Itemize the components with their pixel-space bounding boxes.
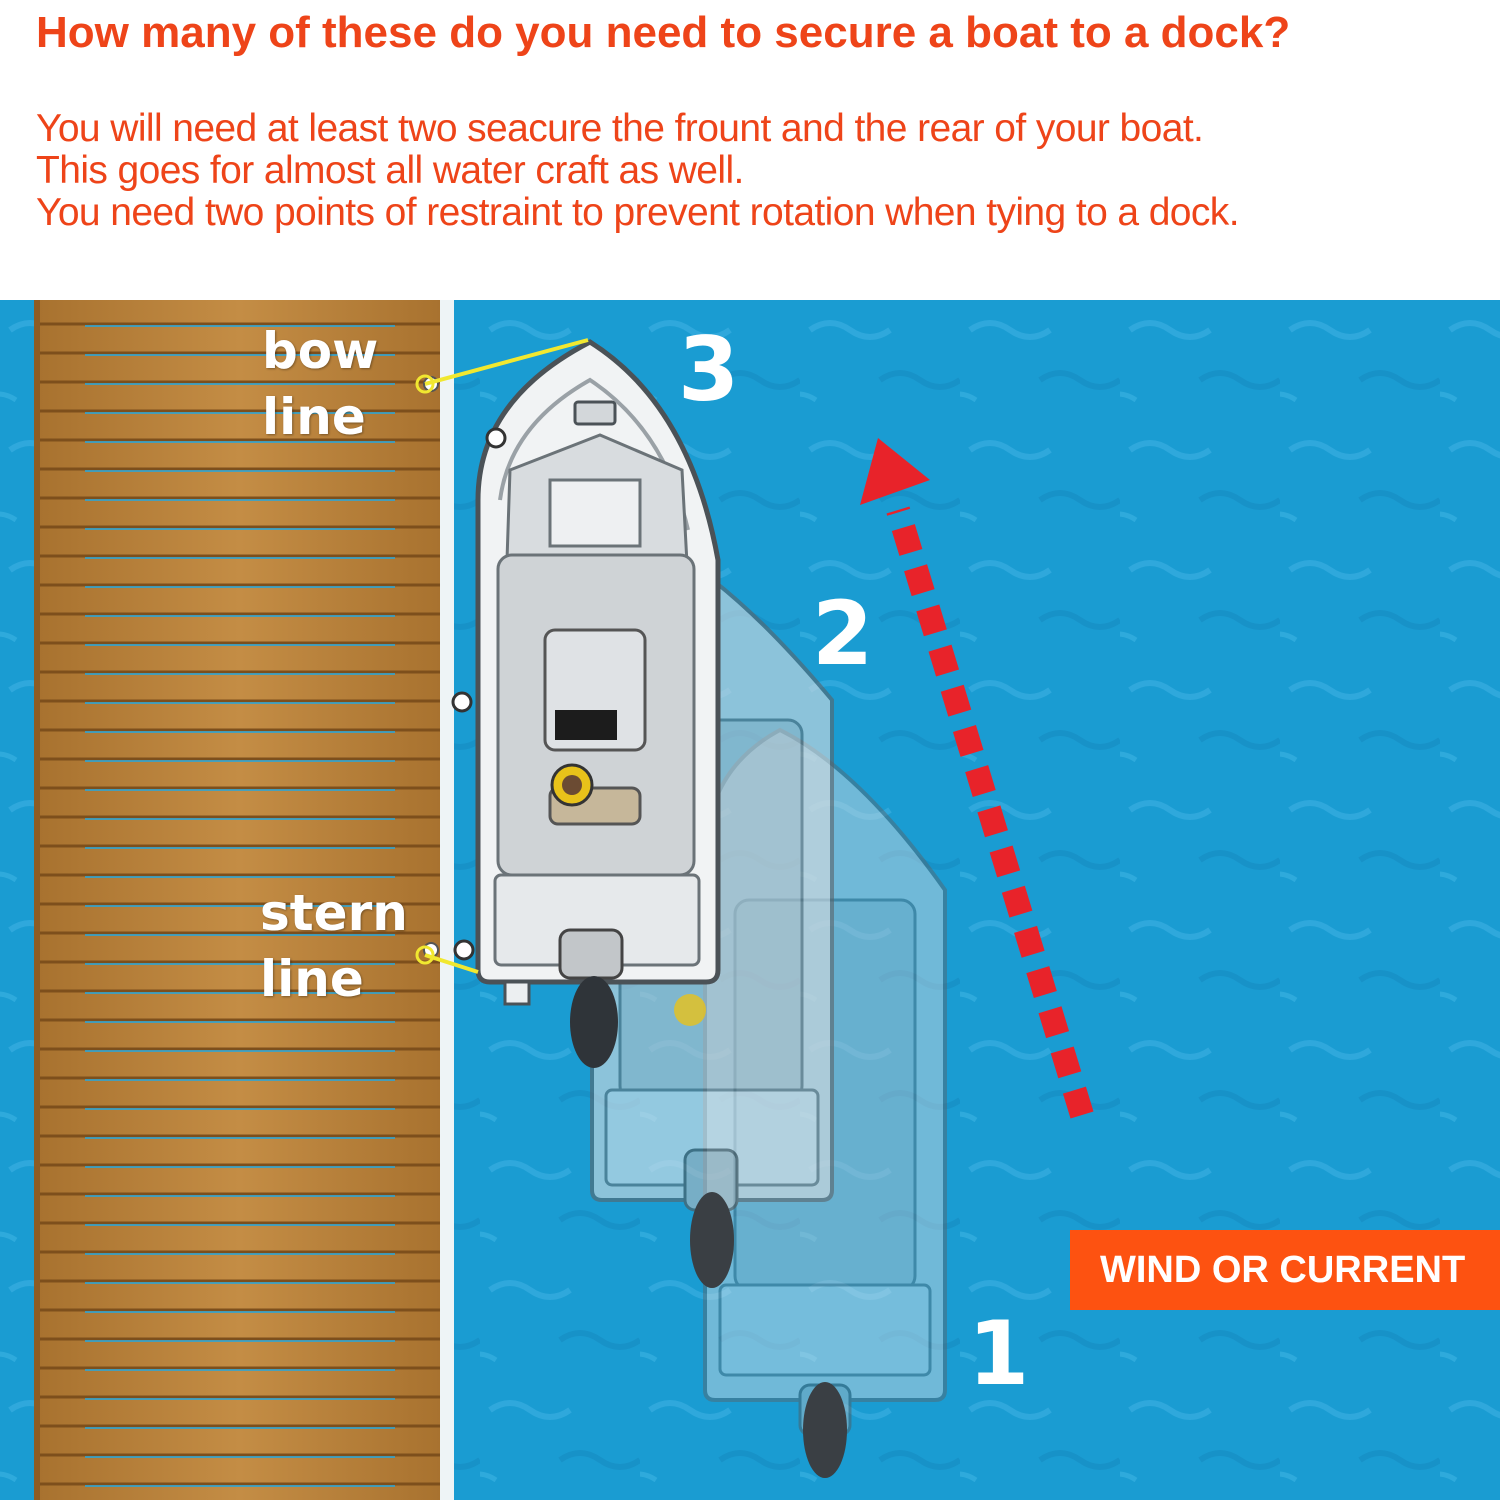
boat-2-motor	[690, 1192, 734, 1288]
explanation-text	[36, 108, 1476, 234]
explanation-line-3: You need two points of restraint to prevent rotation when tying to a dock.	[36, 191, 1239, 234]
boat-1-motor	[803, 1382, 847, 1478]
stern-line-label: stern line	[260, 884, 408, 1008]
page-title: How many of these do you need to secure a boat to a dock?	[36, 8, 1291, 57]
diagram-artwork	[0, 300, 1500, 1500]
boat-3	[478, 342, 718, 1004]
wind-or-current-badge: WIND OR CURRENT	[1070, 1230, 1500, 1310]
boat-number-2: 2	[812, 582, 874, 685]
boat-3-motor	[570, 976, 618, 1068]
boat-number-1: 1	[968, 1302, 1030, 1405]
boat-2-driver	[674, 994, 706, 1026]
bow-line-label: bow line	[262, 322, 379, 446]
explanation-line-2: This goes for almost all water craft as well.	[36, 149, 744, 192]
docking-diagram	[0, 300, 1500, 1500]
explanation-line-1: You will need at least two seacure the frount and the rear of your boat.	[36, 107, 1204, 150]
boat-number-3: 3	[678, 318, 740, 421]
